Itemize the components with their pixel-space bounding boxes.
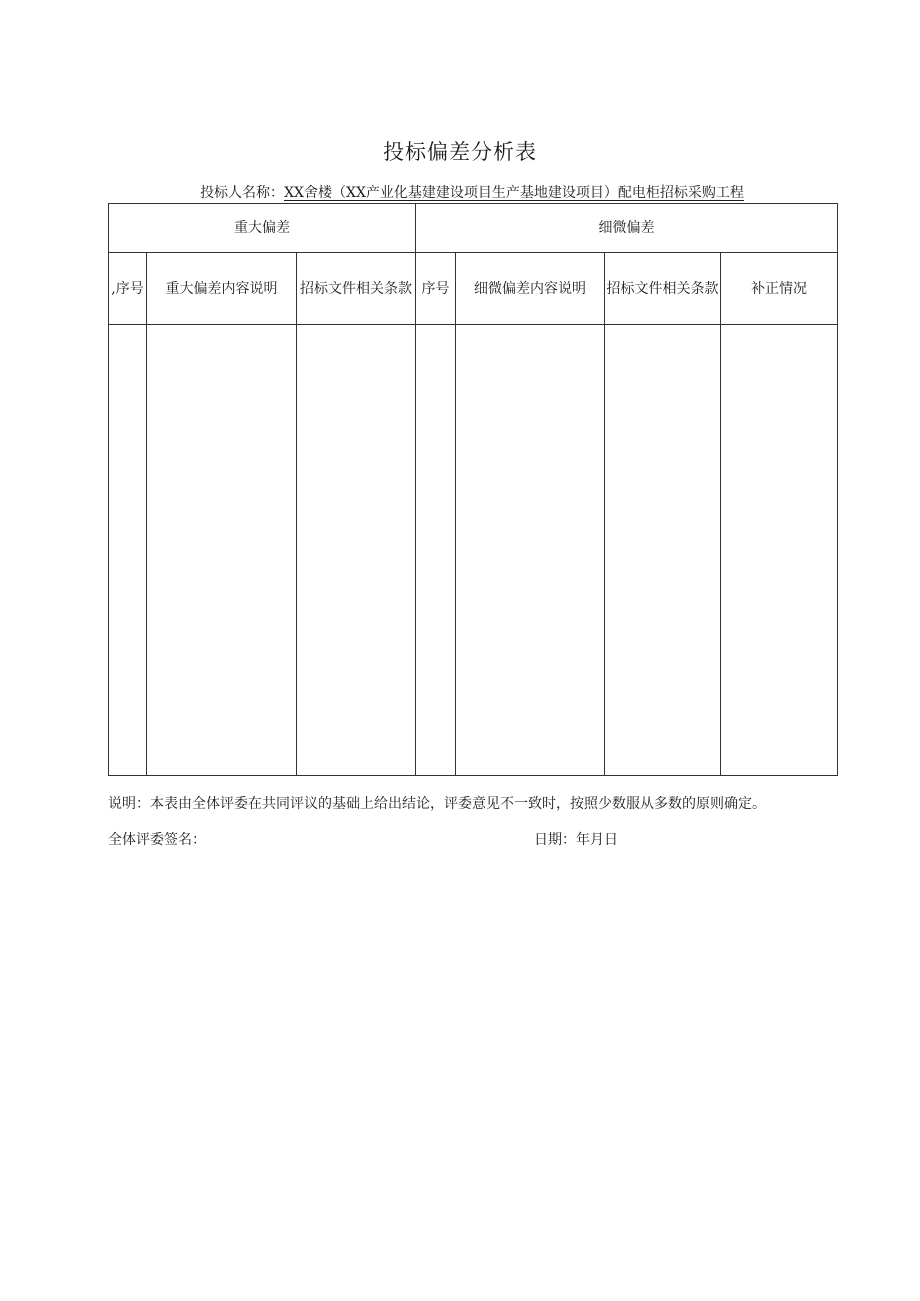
major-desc-header-text: 重大偏差内容说明 — [165, 280, 278, 297]
bidder-name-value: XX舍楼（XX产业化基建建设项目生产基地建设项目）配电柜招标采购工程 — [284, 185, 744, 201]
minor-clause-header — [605, 253, 721, 325]
table-row — [109, 325, 838, 776]
minor-desc-cell — [456, 325, 605, 776]
minor-deviation-group-header: 细微偏差 — [416, 204, 838, 253]
major-seq-header-text: ,序号 — [111, 280, 144, 297]
correction-header — [721, 253, 838, 325]
document-title: 投标偏差分析表 — [383, 140, 537, 164]
explanation-note: 说明：本表由全体评委在共同评议的基础上给出结论，评委意见不一致时，按照少数服从多数的原则确定。 — [108, 796, 766, 812]
minor-seq-header — [416, 253, 456, 325]
minor-desc-header-text: 细微偏差内容说明 — [474, 280, 586, 297]
major-clause-header-text: 招标文件相关条款 — [300, 280, 412, 297]
correction-header-text: 补正情况 — [751, 280, 807, 297]
date-label: 日期：年月日 — [534, 832, 618, 848]
major-desc-header — [147, 253, 297, 325]
bidder-name-label: 投标人名称： — [200, 185, 285, 201]
major-seq-header — [109, 253, 147, 325]
deviation-table — [108, 203, 838, 776]
group-header-row — [109, 204, 838, 253]
bidder-name-line — [108, 182, 836, 202]
major-seq-cell — [109, 325, 147, 776]
minor-clause-cell — [605, 325, 721, 776]
column-header-row — [109, 253, 838, 325]
major-clause-cell — [297, 325, 416, 776]
major-desc-cell — [147, 325, 297, 776]
minor-seq-cell — [416, 325, 456, 776]
signature-label: 全体评委签名： — [108, 832, 206, 848]
minor-seq-header-text: 序号 — [421, 280, 450, 297]
minor-desc-header — [456, 253, 605, 325]
major-clause-header — [297, 253, 416, 325]
correction-cell — [721, 325, 838, 776]
major-deviation-group-header: 重大偏差 — [109, 204, 416, 253]
minor-clause-header-text: 招标文件相关条款 — [606, 280, 719, 297]
